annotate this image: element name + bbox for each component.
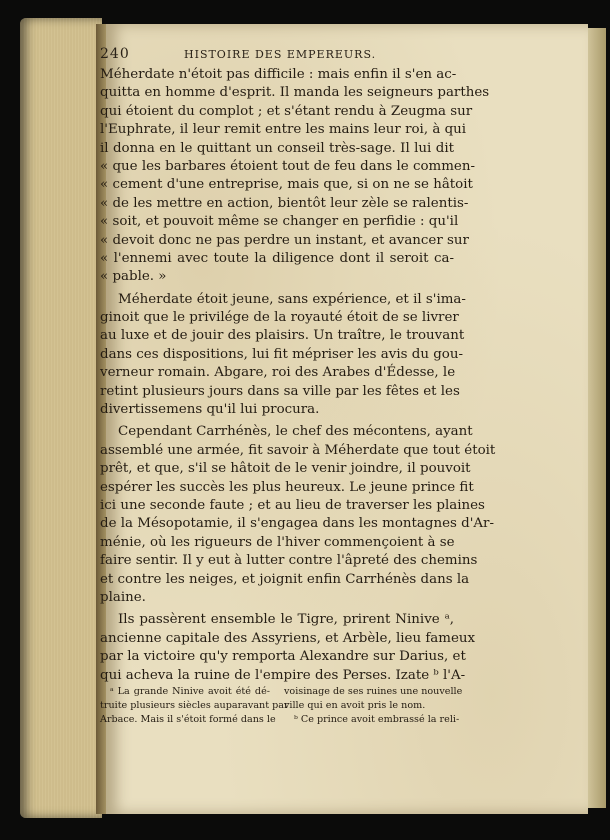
footnote-line: ᵇ Ce prince avoit embrassé la reli- — [294, 714, 460, 725]
paragraph — [100, 423, 496, 607]
paragraph — [100, 66, 490, 287]
text-line: espérer les succès les plus heureux. Le jeune prince fit — [100, 479, 474, 495]
text-line: Méherdate n'étoit pas difficile : mais enfin il s'en ac- — [100, 67, 457, 82]
footnote-line: ville qui en avoit pris le nom. — [284, 700, 426, 711]
footnote-column-right — [284, 685, 463, 727]
text-line: Méherdate étoit jeune, sans expérience, et il s'ima- — [118, 291, 466, 307]
text-line: « cement d'une entreprise, mais que, si on ne se hâtoit — [100, 177, 473, 193]
text-line: qui étoient du complot ; et s'étant rendu à Zeugma sur — [100, 103, 473, 119]
page-number: 240 — [100, 46, 130, 62]
footnote-line: truite plusieurs siècles auparavant par — [100, 700, 289, 711]
text-line: Cependant Carrhénès, le chef des mécontens, ayant — [118, 424, 473, 440]
running-title: HISTOIRE DES EMPEREURS. — [184, 48, 377, 61]
text-line: « devoit donc ne pas perdre un instant, et avancer sur — [100, 232, 469, 248]
text-line: « que les barbares étoient tout de feu dans le commen- — [100, 158, 475, 174]
text-line: dans ces dispositions, lui fit mépriser les avis du gou- — [100, 346, 463, 362]
text-line: ménie, où les rigueurs de l'hiver commençoient à se — [100, 534, 455, 550]
text-line: « de les mettre en action, bientôt leur zèle se ralentis- — [100, 195, 469, 211]
text-line: ici une seconde faute ; et au lieu de traverser les plaines — [100, 497, 485, 513]
facing-page-edge — [588, 28, 606, 808]
footnote-line: ᵃ La grande Ninive avoit été dé- — [110, 686, 270, 697]
text-line: plaine. — [100, 589, 146, 605]
text-line: verneur romain. Abgare, roi des Arabes d'Édesse, le — [100, 365, 456, 381]
text-line: « l'ennemi avec toute la diligence dont il seroit ca- — [100, 250, 454, 266]
paragraph — [100, 291, 466, 420]
text-line: au luxe et de jouir des plaisirs. Un traître, le trouvant — [100, 328, 465, 344]
paragraph — [100, 611, 476, 685]
main-text — [100, 66, 496, 685]
footnote-line: Arbace. Mais il s'étoit formé dans le — [100, 714, 276, 725]
book-page-edges — [20, 18, 102, 818]
text-line: quitta en homme d'esprit. Il manda les seigneurs parthes — [100, 85, 490, 101]
text-line: ancienne capitale des Assyriens, et Arbèle, lieu fameux — [100, 630, 476, 646]
text-line: par la victoire qu'y remporta Alexandre sur Darius, et — [100, 649, 466, 665]
text-line: il donna en le quittant un conseil très-sage. Il lui dit — [100, 140, 454, 156]
footnote-column-left — [100, 685, 289, 727]
text-line: ginoit que le privilége de la royauté étoit de se livrer — [100, 310, 459, 326]
text-line: qui acheva la ruine de l'empire des Perses. Izate ᵇ l'A- — [100, 667, 466, 683]
text-line: « soit, et pouvoit même se changer en perfidie : qu'il — [100, 214, 459, 230]
page-header — [100, 46, 450, 62]
text-line: « pable. » — [100, 269, 167, 285]
text-line: divertissemens qu'il lui procura. — [100, 402, 320, 418]
text-line: de la Mésopotamie, il s'engagea dans les montagnes d'Ar- — [100, 516, 494, 532]
text-line: assemblé une armée, fit savoir à Méherdate que tout étoit — [100, 442, 496, 458]
text-line: l'Euphrate, il leur remit entre les mains leur roi, à qui — [100, 122, 467, 138]
text-line: faire sentir. Il y eut à lutter contre l'âpreté des chemins — [100, 553, 478, 569]
text-line: retint plusieurs jours dans sa ville par les fêtes et les — [100, 383, 460, 399]
footnote-line: voisinage de ses ruines une nouvelle — [284, 686, 463, 697]
text-line: prêt, et que, s'il se hâtoit de le venir joindre, il pouvoit — [100, 461, 471, 477]
text-line: Ils passèrent ensemble le Tigre, prirent Ninive ᵃ, — [118, 612, 454, 628]
text-line: et contre les neiges, et joignit enfin Carrhénès dans la — [100, 571, 470, 587]
